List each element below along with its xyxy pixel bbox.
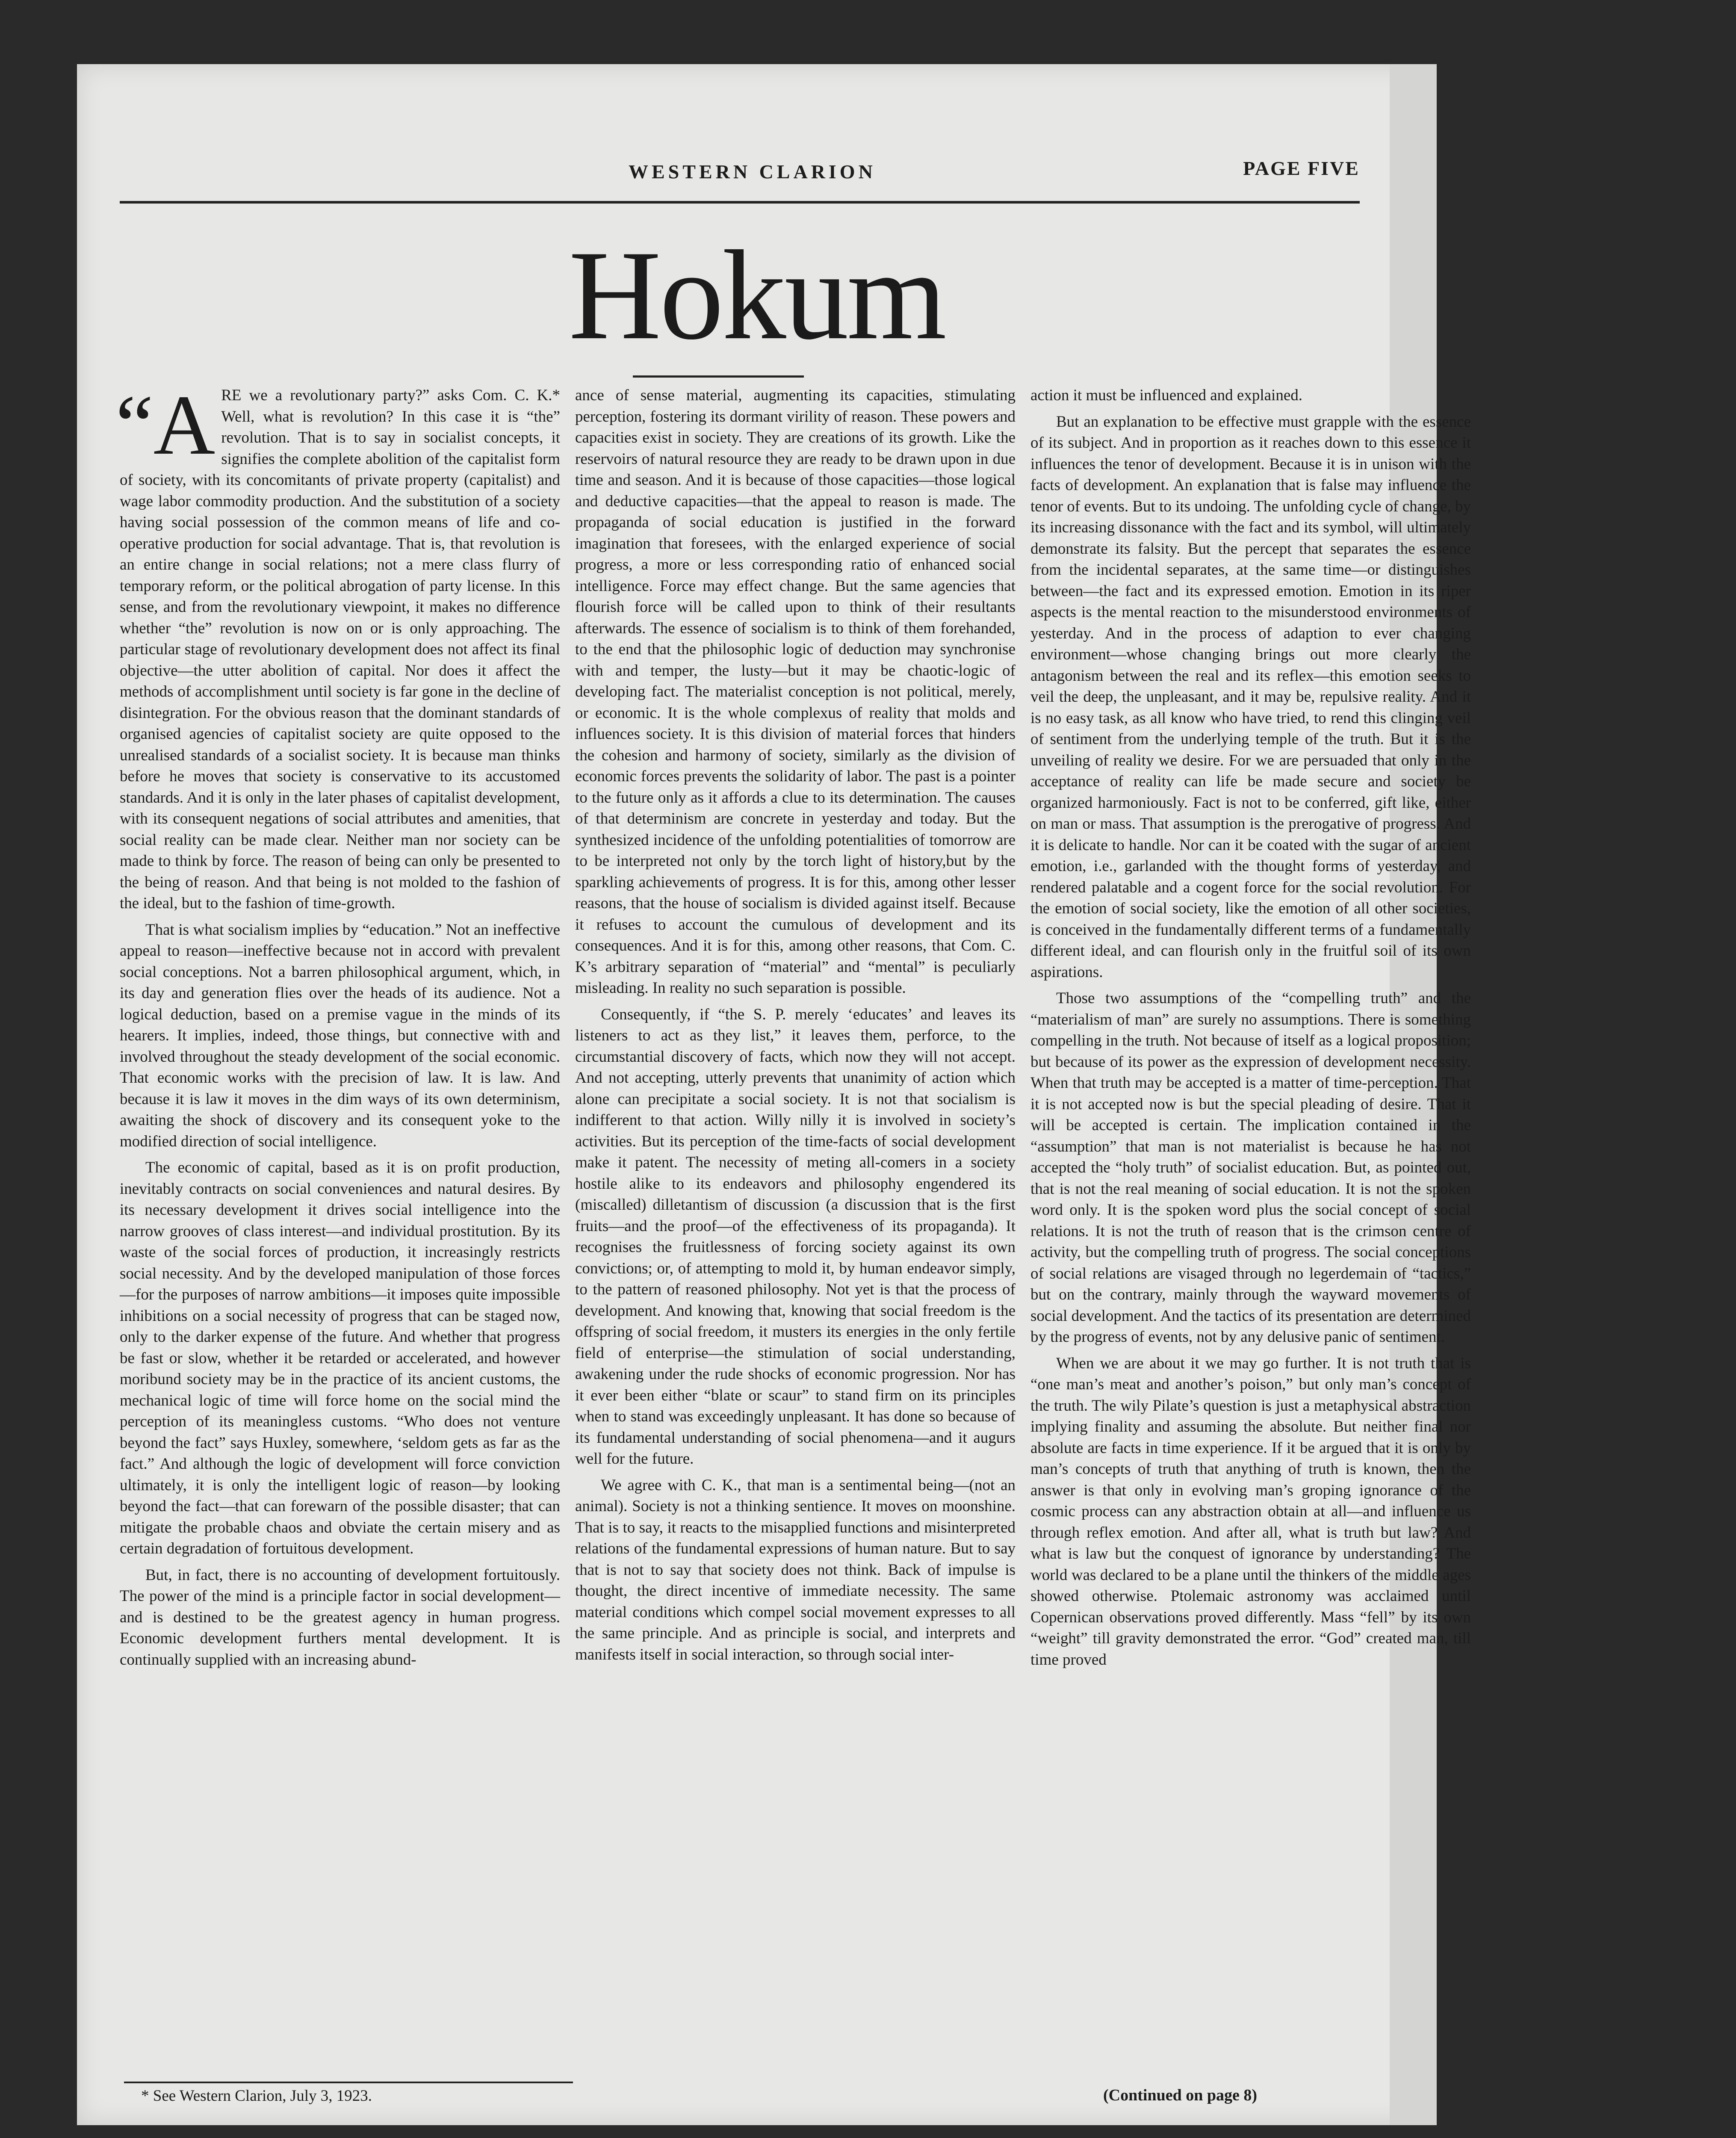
article-column-2 — [575, 385, 1016, 2087]
header-rule — [120, 201, 1360, 204]
article-paragraph: ance of sense material, augmenting its capacities, stimulating perception, fostering its dormant virility of reason. These powers and capacities exist in society. They are creations of its growth. Like the reservoirs of natural resource they are ready to be drawn upon in due time and season. And it is because of those capacities—those logical and deductive capacities—that the appeal to reason is made. The propaganda of social education is justified in the forward imagination that foresees, with the enlarged experience of social progress, a more or less corresponding ratio of enhanced social intelligence. Force may effect change. But the same agencies that flourish force will be called upon to think of their resultants afterwards. The essence of socialism is to think of them forehanded, to the end that the philosophic logic of deduction may synchronise with and temper, the lusty—but it may be chaotic-logic of developing fact. The materialist conception is not political, merely, or economic. It is the whole complexus of reality that molds and influences society. It is this division of material forces that hinders the cohesion and harmony of society, similarly as the division of economic forces prevents the solidarity of labor. The past is a pointer to the future only as it affords a clue to its determination. The causes of that determinism are concrete in yesterday and today. But the synthesized incidence of the unfolding potentialities of tomorrow are to be interpreted not only by the torch light of history,but by the sparkling achievements of progress. It is for this, among other lesser reasons, that the house of socialism is divided against itself. Because it refuses to account the cumulous of development and its consequences. And it is for this, among other reasons, that Com. C. K’s arbitrary separation of “material” and “mental” is peculiarly misleading. In reality no such separation is possible. — [575, 387, 1016, 997]
article-column-1 — [115, 378, 560, 2087]
drop-cap: “A — [115, 378, 216, 472]
article-paragraph: That is what socialism implies by “education.” Not an ineffective appeal to reason—ineffective because not in accord with prevalent social conceptions. Not a barren philosophical argument, which, in its day and generation flies over the heads of its audience. Not a logical deduction, based on a premise vague in the minds of its hearers. It implies, indeed, those things, but connective with and involved throughout the steady development of the social economic. That economic works with the precision of law. It is law. And because it is law it moves in the dim ways of its own determinism, awaiting the shock of discovery and its consequent yoke to the modified direction of social intelligence. — [120, 921, 560, 1150]
article-headline: Hokum — [569, 224, 945, 366]
footnote: * See Western Clarion, July 3, 1923. — [141, 2087, 372, 2105]
article-paragraph: action it must be influenced and explained. — [1030, 387, 1302, 404]
article-paragraph: “A RE we a revolutionary party?” asks Com. C. K.* Well, what is revolution? In this case it is “the” revolution. That is to say in socialist concepts, it signifies the complete abolition of the capitalist form of society, with its concomitants of private property (capitalist) and wage labor commodity production. And the substitution of a society having social possession of the common means of life and co-operative production for social advantage. That is, that revolution is an entire change in social relations; not a mere class flurry of temporary reform, or the political abrogation of party license. In this sense, and from the revolutionary viewpoint, it makes no difference whether “the” revolution is now on or is only approaching. The particular stage of revolutionary development does not affect its final objective—the utter abolition of capital. Nor does it affect the methods of accomplishment until society is far gone in the decline of disintegration. For the obvious reason that the dominant standards of organised agencies of capitalist society are quite opposed to the unrealised standards of a socialist society. It is because man thinks before he moves that society is conservative to its accustomed standards. And it is only in the later phases of capitalist development, with its consequent negations of social attributes and amenities, that social reality can be made clear. Neither man nor society can be made to think by force. The reason of being can only be presented to the being of reason. And that being is not molded to the fashion of the ideal, but to the fashion of time-growth. — [115, 378, 560, 912]
running-header — [120, 157, 1385, 186]
article-paragraph: But, in fact, there is no accounting of development fortuitously. The power of the mind is a principle factor in social development—and is destined to be the greatest agency in human progress. Economic development furthers mental development. It is continually supplied with an increasing abund- — [120, 1566, 560, 1668]
paper-name: WESTERN CLARION — [629, 161, 876, 183]
footnote-rule — [124, 2082, 573, 2083]
article-column-3 — [1030, 385, 1471, 2087]
article-paragraph: The economic of capital, based as it is on profit production, inevitably contracts on social conveniences and natural desires. By its necessary development it drives social intelligence into the narrow grooves of class interest—and individual prostitution. By its waste of the social forces of production, it increasingly restricts social necessity. And by the developed manipulation of those forces—for the purposes of narrow ambitions—it imposes quite impossible inhibitions on a social necessity of progress that can be staged now, only to the darker expense of the future. And whether that progress be fast or slow, whether it be retarded or accelerated, and however moribund society may be in the practice of its ancient customs, the mechanical logic of time will force home on the social mind the perception of its meaningless customs. “Who does not venture beyond the fact” says Huxley, somewhere, ‘seldom gets as far as the fact.” And although the logic of development will force conviction ultimately, it is only the intelligent logic of reason—by looking beyond the fact—that can forewarn of the possible disaster; that can mitigate the probable chaos and obviate the certain misery and as certain degradation of fortuitous development. — [120, 1159, 560, 1557]
article-paragraph: When we are about it we may go further. It is not truth that is “one man’s meat and another’s poison,” but only man’s concept of the truth. The wily Pilate’s question is just a metaphysical abstraction implying finality and assuming the absolute. But neither final nor absolute are facts in time experience. If it be argued that it is only by man’s concepts of truth that anything of truth is known, then the answer is that only in evolving man’s groping ignorance of the cosmic process can any abstraction obtain at all—and influence us through reflex emotion. And after all, what is truth but law? And what is law but the conquest of ignorance by understanding? The world was declared to be a plane until the thinkers of the middle ages showed otherwise. Ptolemaic astronomy was acclaimed until Copernican observations proved differently. Mass “fell” by its own “weight” till gravity demonstrated the error. “God” created man, till time proved — [1030, 1354, 1471, 1668]
headline-rule — [633, 375, 804, 378]
article-paragraph: We agree with C. K., that man is a sentimental being—(not an animal). Society is not a thinking sentience. It moves on moonshine. That is to say, it reacts to the misapplied functions and misinterpreted relations of the fundamental expressions of human nature. But to say that is not to say that society does not think. Back of impulse is thought, the direct incentive of immediate necessity. The same material conditions which compel social movement expresses to all the same principle. And as principle is social, and interprets and manifests itself in social interaction, so through social inter- — [575, 1476, 1016, 1663]
newspaper-page — [77, 64, 1471, 2125]
article-paragraph: But an explanation to be effective must grapple with the essence of its subject. And in proportion as it reaches down to this essence it influences the tenor of development. Because it is in unison with the facts of development. An explanation that is false may influence the tenor of events. But to its undoing. The unfolding cycle of change, by its increasing dissonance with the fact and its symbol, will ultimately demonstrate its falsity. But the percept that separates the essence from the incidental separates, at the same time—or distinguishes between—the fact and its expressed emotion. Emotion in its riper aspects is the mental reaction to the misunderstood environments of yesterday. And in the process of adaption to ever changing environment—whose changing brings out more clearly the antagonism between the real and its reflex—this emotion seeks to veil the deep, the unpleasant, and it may be, repulsive reality. And it is no easy task, as all know who have tried, to rend this clinging veil of sentiment from the underlying temple of the truth. But it is the unveiling of reality we desire. For we are persuaded that only in the acceptance of reality can life be made secure and society be organized harmoniously. Fact is not to be conferred, gift like, either on man or mass. That assumption is the prerogative of progress. And it is delicate to handle. Nor can it be coated with the sugar of ancient emotion, i.e., garlanded with the thought forms of yesterday, and rendered palatable and a cogent force for the social revolution. For the emotion of social society, like the emotion of all other societies, is conceived in the fundamentally different terms of a fundamentally different ideal, and can flourish only in the fruitful soil of its own aspirations. — [1030, 413, 1471, 981]
continued-notice: (Continued on page 8) — [1103, 2086, 1257, 2104]
article-paragraph: Consequently, if “the S. P. merely ‘educates’ and leaves its listeners to act as they list,” it leaves them, perforce, to the circumstantial discovery of facts, which now they will not accept. And not accepting, utterly prevents that unanimity of action which alone can precipitate a social society. It is not that socialism is indifferent to that action. Willy nilly it is involved in society’s activities. But its perception of the time-facts of social development make it patent. The necessity of meting all-comers in a society hostile alike to its endeavors and philosophy engendered its (miscalled) dilletantism of discussion (a discussion that is the first fruits—and the proof—of the effectiveness of its propaganda). It recognises the fruitlessness of forcing society against its own convictions; or, of attempting to mold it, by human endeavor simply, to the pattern of reasoned philosophy. Not yet is that the process of development. And knowing that, knowing that social freedom is the offspring of social freedom, it musters its energies in the only fertile field of enterprise—the stimulation of social understanding, awakening under the rude shocks of economic progression. Nor has it ever been either “blate or scaur” to stand firm on its principles when to stand was exceedingly unpleasant. It has done so because of its fundamental understanding of social phenomena—and it augurs well for the future. — [575, 1005, 1016, 1468]
article-paragraph: Those two assumptions of the “compelling truth” and the “materialism of man” are surely no assumptions. There is something compelling in the truth. Not because of itself as a logical proposition; but because of its power as the expression of development necessity. When that truth may be accepted is a matter of time-perception. That it is not accepted now is but the special pleading of desire. That it will be accepted is certain. The implication contained in the “assumption” that man is not materialist is because he has not accepted the “holy truth” of socialist education. But, as pointed out, that is not the real meaning of social education. It is not the spoken word only. It is the spoken word plus the social concept of social relations. It is not the truth of reason that is the crimson centre of activity, but the compelling truth of progress. The social conceptions of social relations are visaged through no legerdemain of “tactics,” but on the contrary, mainly through the wayward movements of social development. And the tactics of its presentation are determined by the progress of events, not by any delusive panic of sentiment. — [1030, 989, 1471, 1346]
page-number: PAGE FIVE — [1243, 157, 1360, 179]
